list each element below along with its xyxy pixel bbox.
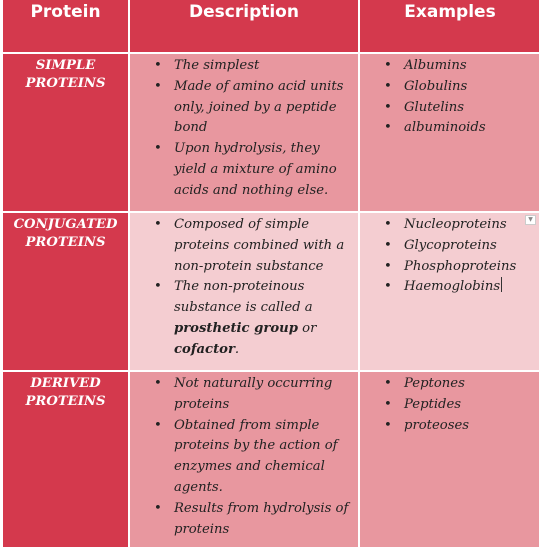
- description-cell[interactable]: [130, 54, 358, 211]
- bold-term: prosthetic group: [174, 320, 298, 336]
- example-item: • Glutelins: [404, 98, 536, 119]
- description-cell[interactable]: [130, 213, 358, 370]
- example-item: • Glycoproteins: [404, 236, 536, 257]
- examples-cell[interactable]: [360, 372, 539, 547]
- bold-term: cofactor: [174, 341, 235, 357]
- example-item: • Globulins: [404, 77, 536, 98]
- description-list: [130, 213, 358, 361]
- protein-type-line: SIMPLE: [35, 58, 96, 73]
- example-item: • Albumins: [404, 56, 536, 77]
- example-item: • Peptides: [404, 395, 536, 416]
- protein-type-line: PROTEINS: [25, 76, 106, 91]
- description-text: .: [234, 341, 240, 357]
- protein-type-line: PROTEINS: [25, 235, 106, 250]
- description-item: • The simplest: [174, 56, 352, 77]
- description-list: [130, 54, 358, 202]
- description-item: [174, 277, 352, 360]
- examples-list: [360, 372, 539, 436]
- example-text: Haemoglobins: [404, 279, 501, 295]
- description-cell[interactable]: [130, 372, 358, 547]
- description-item: • Composed of simple proteins combined with a non-protein substance: [174, 215, 352, 277]
- description-text: or: [297, 320, 317, 336]
- examples-list: [360, 54, 539, 139]
- examples-cell[interactable]: [360, 213, 539, 370]
- protein-type-line: CONJUGATED: [13, 217, 118, 232]
- description-item: • Not naturally occurring proteins: [174, 374, 352, 416]
- example-item: • Nucleoproteins: [404, 215, 536, 236]
- description-text: The non-proteinous substance is called a: [174, 279, 313, 316]
- description-item: • Upon hydrolysis, they yield a mixture of amino acids and nothing else.: [174, 139, 352, 201]
- example-item: • Phosphoproteins: [404, 257, 536, 278]
- examples-cell[interactable]: [360, 54, 539, 211]
- example-item: • Peptones: [404, 374, 536, 395]
- protein-type-line: DERIVED: [30, 376, 101, 391]
- header-protein: Protein: [3, 0, 128, 52]
- example-item: • albuminoids: [404, 118, 536, 139]
- protein-type-conjugated: [3, 213, 128, 370]
- example-item-active[interactable]: [404, 277, 536, 298]
- description-item: • Obtained from simple proteins by the action of enzymes and chemical agents.: [174, 416, 352, 499]
- description-item: • Results from hydrolysis of proteins: [174, 499, 352, 541]
- text-cursor: [501, 277, 502, 292]
- chevron-down-icon[interactable]: ▼: [525, 215, 536, 225]
- header-description: Description: [130, 0, 358, 52]
- examples-list: [360, 213, 539, 298]
- protein-type-simple: [3, 54, 128, 211]
- header-examples: Examples: [360, 0, 539, 52]
- description-item: • Made of amino acid units only, joined by a peptide bond: [174, 77, 352, 139]
- protein-type-derived: [3, 372, 128, 547]
- example-item: • proteoses: [404, 416, 536, 437]
- protein-type-line: PROTEINS: [25, 394, 106, 409]
- description-list: [130, 372, 358, 540]
- proteins-table: [3, 0, 536, 541]
